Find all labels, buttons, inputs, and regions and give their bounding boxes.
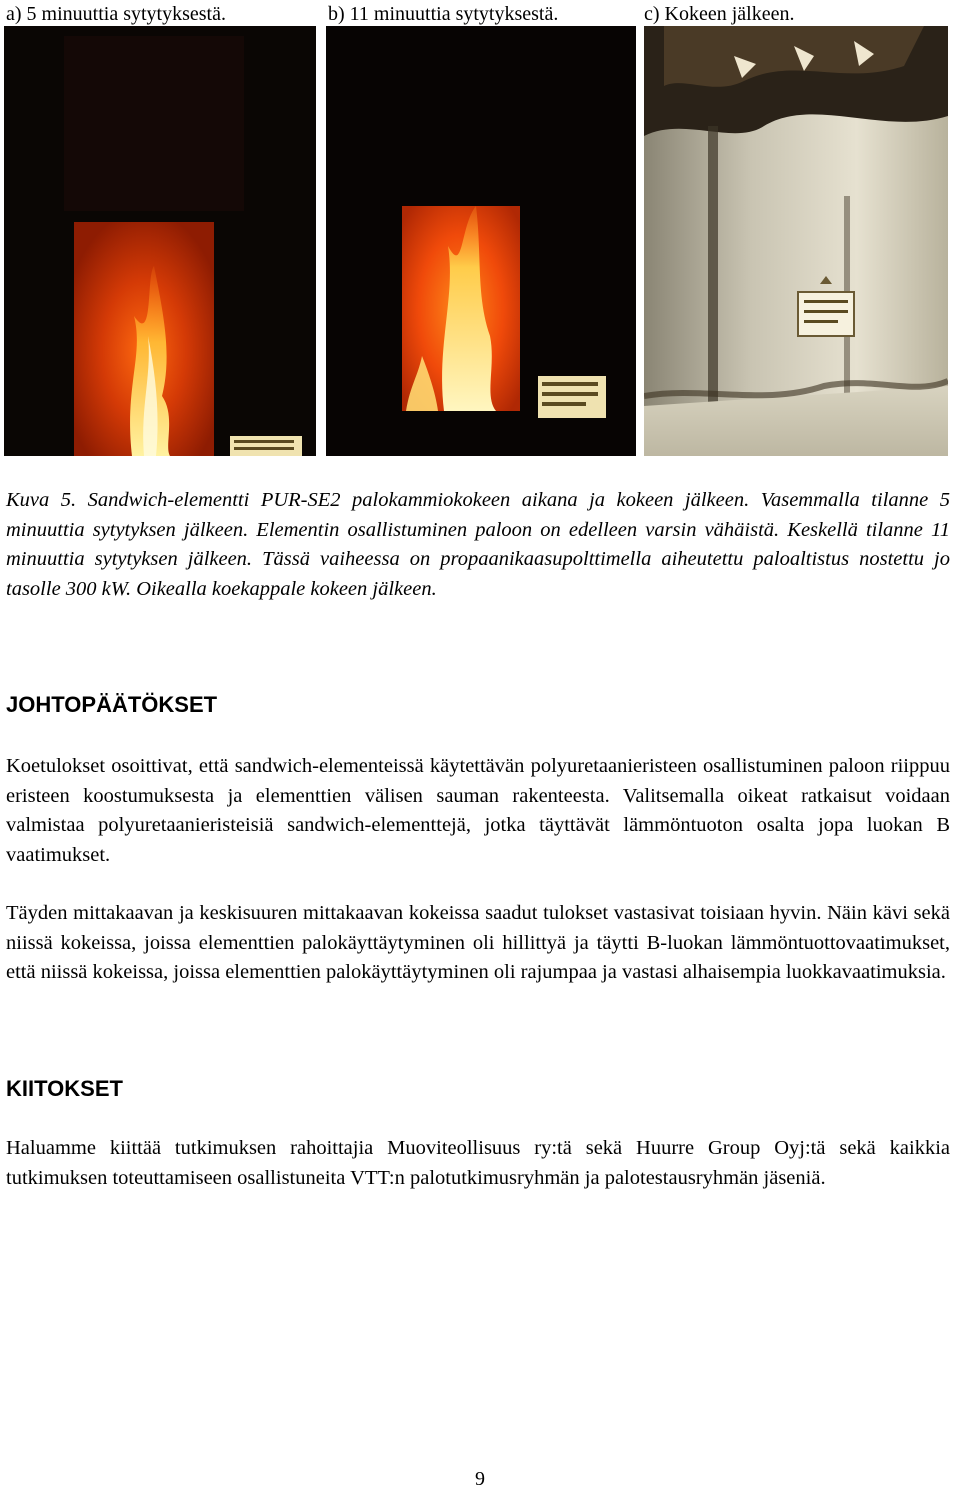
conclusions-paragraph-1: Koetulokset osoittivat, että sandwich-elementeissä käytettävän polyuretaanieristeen osallistuminen paloon riippuu eristeen koostumuksesta ja elementtien välisen sauman rakenteesta. Valitsemalla oikeat ratkaisut voidaan valmistaa polyuretaanieristeisiä sandwich-elementtejä, jotka täyttävät lämmöntuoton osalta jopa luokan B vaatimukset. xyxy=(6,755,950,866)
photo-after-test xyxy=(644,26,948,456)
section-heading-thanks: KIITOKSET xyxy=(6,1076,123,1101)
thanks-paragraph: Haluamme kiittää tutkimuksen rahoittajia Muoviteollisuus ry:tä sekä Huurre Group Oyj:tä sekä kaikkia tutkimuksen toteuttamiseen osallistuneita VTT:n palotutkimusryhmän ja palotestausryhmän jäseniä. xyxy=(6,1137,950,1189)
section-heading-conclusions: JOHTOPÄÄTÖKSET xyxy=(6,692,218,717)
conclusions-paragraph-2: Täyden mittakaavan ja keskisuuren mittakaavan kokeissa saadut tulokset vastasivat toisiaan hyvin. Näin kävi sekä niissä kokeissa, joissa elementtien palokäyttäytyminen oli hillittyä ja täytti B-luokan lämmöntuottovaatimukset, että niissä kokeissa, joissa elementtien palokäyttäytyminen oli rajumpaa ja vastasi alhaisempia luokkavaatimuksia. xyxy=(6,902,950,983)
figure-caption: Kuva 5. Sandwich-elementti PUR-SE2 palokammiokokeen aikana ja kokeen jälkeen. Vasemmalla tilanne 5 minuuttia sytytyksen jälkeen. Elementin osallistuminen paloon on edelleen varsin vähäistä. Keskellä tilanne 11 minuuttia sytytyksen jälkeen. Tässä vaiheessa on propaanikaasupolttimella aiheutettu paloaltistus nostettu jo tasolle 300 kW. Oikealla koekappale kokeen jälkeen. xyxy=(6,489,950,600)
photo-label-b: b) 11 minuuttia sytytyksestä. xyxy=(328,3,559,25)
page-number: 9 xyxy=(475,1468,485,1490)
photo-fire-11min xyxy=(326,26,636,456)
photo-label-a: a) 5 minuuttia sytytyksestä. xyxy=(6,3,226,25)
photo-label-c: c) Kokeen jälkeen. xyxy=(644,3,795,25)
photo-fire-5min xyxy=(4,26,316,456)
